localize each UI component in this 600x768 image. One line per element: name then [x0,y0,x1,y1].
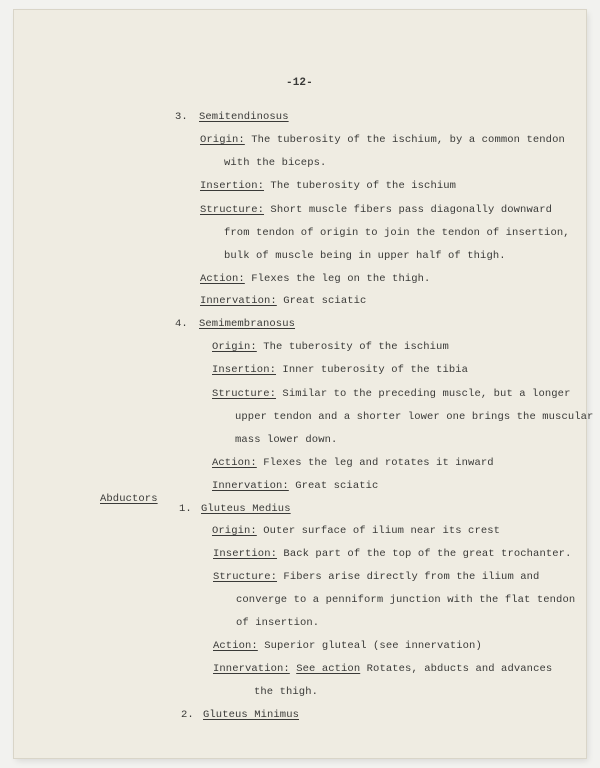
origin-label: Origin: [212,341,257,353]
insertion-text: Back part of the top of the great trochanter. [283,548,572,560]
structure-text: Fibers arise directly from the ilium and [283,571,540,583]
muscle-heading: Semimembranosus [199,318,296,330]
insertion-entry [213,548,571,560]
muscle-number: 3. [175,111,188,123]
origin-entry [212,341,449,353]
origin-text: The tuberosity of the ischium, by a common tendon [251,134,565,146]
insertion-label: Insertion: [213,548,278,560]
page-number: -12- [286,77,313,89]
structure-entry [212,388,570,400]
innervation-label: Innervation: [200,295,277,307]
muscle-heading: Semitendinosus [199,111,289,123]
insertion-entry [212,364,468,376]
innervation-label: Innervation: [212,480,289,492]
innervation-text: Great sciatic [283,295,367,307]
insertion-text: The tuberosity of the ischium [270,180,457,192]
typed-page [14,10,594,758]
origin-entry [212,525,500,537]
action-label: Action: [200,273,245,285]
action-label: Action: [213,640,258,652]
origin-entry [200,134,565,146]
structure-label: Structure: [212,388,277,400]
structure-text: Similar to the preceding muscle, but a longer [282,388,571,400]
innervation-entry [200,295,366,307]
muscle-heading: Gluteus Minimus [203,709,300,721]
structure-text-cont: of insertion. [236,617,320,629]
action-text: Flexes the leg on the thigh. [251,273,431,285]
structure-text-cont: converge to a penniform junction with the flat tendon [236,594,576,606]
structure-text-cont: upper tendon and a shorter lower one brings the muscular [235,411,594,423]
action-text: Flexes the leg and rotates it inward [263,457,494,469]
structure-entry [213,571,539,583]
origin-text-cont: with the biceps. [224,157,327,169]
insertion-entry [200,180,456,192]
innervation-text-cont: the thigh. [254,686,319,698]
structure-text-cont: from tendon of origin to join the tendon of insertion, [224,227,570,239]
insertion-text: Inner tuberosity of the tibia [282,364,469,376]
origin-text: The tuberosity of the ischium [263,341,449,353]
muscle-number: 2. [181,709,194,721]
action-entry [200,273,430,285]
muscle-heading: Gluteus Medius [201,503,291,515]
innervation-text: Rotates, abducts and advances [366,663,553,675]
origin-label: Origin: [212,525,257,537]
structure-entry [200,204,552,216]
insertion-label: Insertion: [212,364,277,376]
muscle-number: 1. [179,503,192,515]
group-heading-abductors: Abductors [100,493,158,505]
structure-text-cont: mass lower down. [235,434,338,446]
origin-label: Origin: [200,134,245,146]
action-label: Action: [212,457,257,469]
action-entry [213,640,482,652]
structure-text: Short muscle fibers pass diagonally downward [270,204,553,216]
structure-label: Structure: [213,571,278,583]
innervation-label: Innervation: [213,663,290,675]
innervation-text: Great sciatic [295,480,379,492]
origin-text: Outer surface of ilium near its crest [263,525,501,537]
action-text: Superior gluteal (see innervation) [264,640,482,652]
innervation-entry [212,480,378,492]
structure-text-cont: bulk of muscle being in upper half of thigh. [224,250,506,262]
structure-label: Structure: [200,204,265,216]
see-action-reference: See action [296,663,361,675]
innervation-entry [213,663,552,675]
muscle-number: 4. [175,318,188,330]
insertion-label: Insertion: [200,180,265,192]
action-entry [212,457,494,469]
